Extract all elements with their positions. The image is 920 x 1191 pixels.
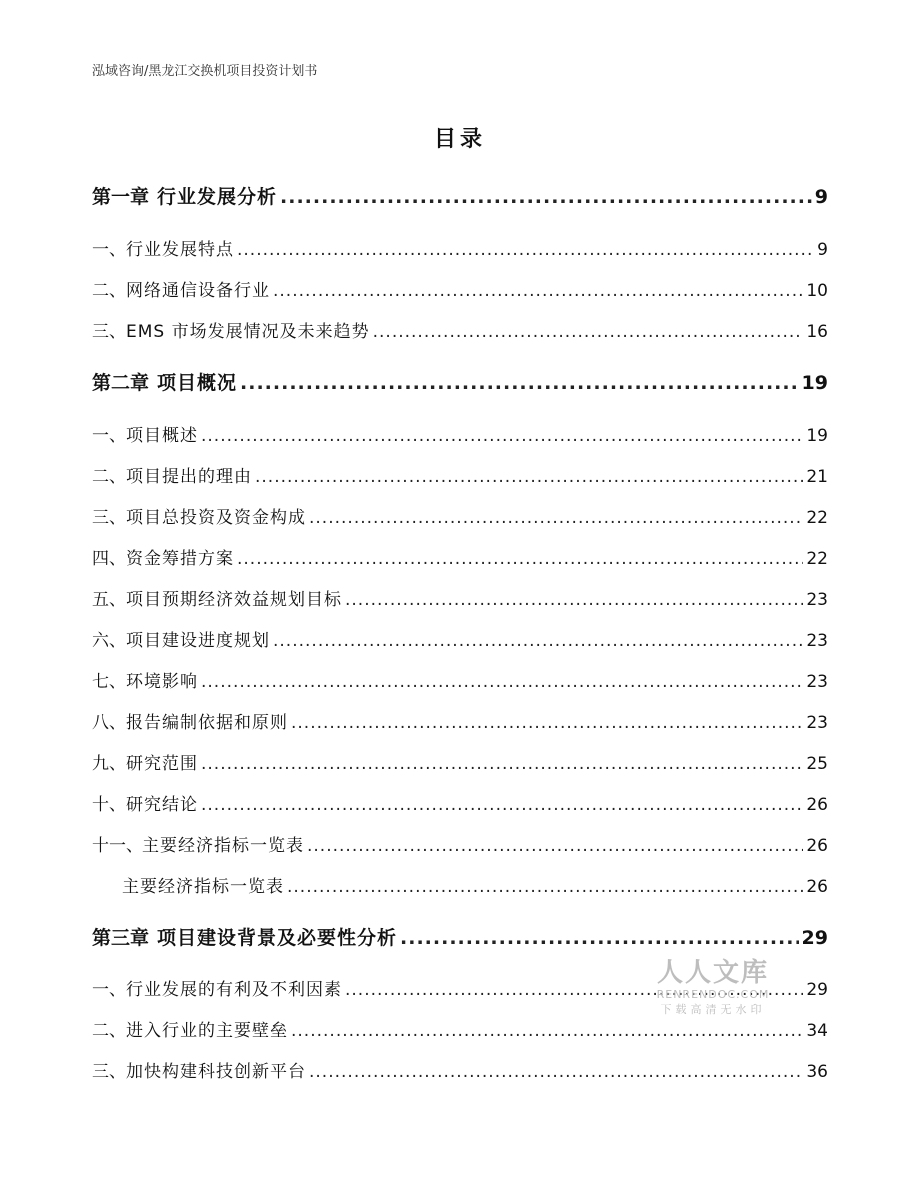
- chapter-number: 第二章: [92, 372, 150, 394]
- page-number: 25: [806, 754, 828, 774]
- section-title: 行业发展特点: [126, 240, 234, 260]
- section-title: 进入行业的主要壁垒: [126, 1021, 288, 1041]
- page-number: 10: [806, 281, 828, 301]
- section-title: 研究范围: [126, 754, 198, 774]
- toc-entry[interactable]: [92, 421, 828, 446]
- dot-leader: [309, 1062, 803, 1082]
- section-title: 研究结论: [126, 795, 198, 815]
- page-number: 23: [806, 631, 828, 651]
- page-number: 22: [806, 508, 828, 528]
- toc-entry[interactable]: [92, 544, 828, 569]
- section-number: 二、: [92, 1021, 126, 1041]
- dot-leader: [307, 836, 803, 856]
- dot-leader: [280, 186, 812, 208]
- page-number: 29: [801, 927, 828, 949]
- toc-entry[interactable]: [92, 790, 828, 815]
- dot-leader: [291, 713, 803, 733]
- dot-leader: [345, 590, 803, 610]
- section-number: 二、: [92, 281, 126, 301]
- section-number: 六、: [92, 631, 126, 651]
- section-title: 项目建设进度规划: [126, 631, 270, 651]
- section-title: 项目总投资及资金构成: [126, 508, 306, 528]
- watermark-logo-text: 人人文库: [656, 958, 769, 988]
- section-title: EMS 市场发展情况及未来趋势: [126, 322, 370, 342]
- section-title: 行业发展的有利及不利因素: [126, 980, 342, 1000]
- section-title: 资金筹措方案: [126, 549, 234, 569]
- dot-leader: [400, 927, 799, 949]
- page-number: 23: [806, 713, 828, 733]
- dot-leader: [291, 1021, 803, 1041]
- page-number: 36: [806, 1062, 828, 1082]
- chapter-title: 行业发展分析: [157, 186, 278, 208]
- section-number: 十、: [92, 795, 126, 815]
- section-number: 一、: [92, 980, 126, 1000]
- dot-leader: [201, 754, 803, 774]
- section-number: 四、: [92, 549, 126, 569]
- toc-entry[interactable]: [92, 462, 828, 487]
- section-title: 项目概述: [126, 426, 198, 446]
- toc-entry[interactable]: [92, 749, 828, 774]
- toc-entry[interactable]: [92, 872, 828, 897]
- page-number: 9: [814, 186, 828, 208]
- dot-leader: [345, 980, 803, 1000]
- page-number: 21: [806, 467, 828, 487]
- dot-leader: [201, 795, 803, 815]
- page-number: 26: [806, 795, 828, 815]
- toc-entry[interactable]: [92, 1016, 828, 1041]
- dot-leader: [237, 549, 803, 569]
- page-number: 26: [806, 877, 828, 897]
- watermark-url: RENRENDOC.COM: [656, 988, 770, 1001]
- page-number: 29: [806, 980, 828, 1000]
- toc-entry[interactable]: [92, 667, 828, 692]
- section-number: 七、: [92, 672, 126, 692]
- toc-entry[interactable]: [92, 276, 828, 301]
- section-number: 三、: [92, 322, 126, 342]
- page-number: 23: [806, 590, 828, 610]
- dot-leader: [240, 372, 799, 394]
- page-number: 22: [806, 549, 828, 569]
- page-number: 34: [806, 1021, 828, 1041]
- dot-leader: [309, 508, 803, 528]
- section-number: 八、: [92, 713, 126, 733]
- dot-leader: [255, 467, 803, 487]
- section-number: 五、: [92, 590, 126, 610]
- chapter-number: 第一章: [92, 186, 150, 208]
- running-header: 泓域咨询/黑龙江交换机项目投资计划书: [92, 64, 318, 79]
- toc-entry[interactable]: [92, 182, 828, 209]
- page-number: 23: [806, 672, 828, 692]
- dot-leader: [273, 631, 803, 651]
- page-number: 19: [801, 372, 828, 394]
- section-title: 主要经济指标一览表: [122, 877, 284, 897]
- toc-entry[interactable]: [92, 585, 828, 610]
- toc-entry[interactable]: [92, 503, 828, 528]
- watermark-subtitle: 下载高清无水印: [660, 1003, 766, 1016]
- toc-title: 目录: [433, 127, 486, 152]
- toc-entry[interactable]: [92, 975, 828, 1000]
- page-number: 16: [806, 322, 828, 342]
- page-number: 9: [817, 240, 828, 260]
- section-title: 主要经济指标一览表: [142, 836, 304, 856]
- toc-entry[interactable]: [92, 626, 828, 651]
- section-number: 三、: [92, 508, 126, 528]
- section-title: 报告编制依据和原则: [126, 713, 288, 733]
- toc-entry[interactable]: [92, 235, 828, 260]
- section-title: 环境影响: [126, 672, 198, 692]
- dot-leader: [237, 240, 814, 260]
- dot-leader: [287, 877, 803, 897]
- section-number: 三、: [92, 1062, 126, 1082]
- section-title: 项目提出的理由: [126, 467, 252, 487]
- section-number: 二、: [92, 467, 126, 487]
- toc-entry[interactable]: [92, 317, 828, 342]
- chapter-number: 第三章: [92, 927, 150, 949]
- toc-entry[interactable]: [92, 923, 828, 950]
- toc-entry[interactable]: [92, 368, 828, 395]
- section-title: 网络通信设备行业: [126, 281, 270, 301]
- section-number: 一、: [92, 426, 126, 446]
- toc-entry[interactable]: [92, 708, 828, 733]
- chapter-title: 项目建设背景及必要性分析: [157, 927, 398, 949]
- section-title: 加快构建科技创新平台: [126, 1062, 306, 1082]
- toc-entry[interactable]: [92, 831, 828, 856]
- dot-leader: [373, 322, 804, 342]
- toc-entry[interactable]: [92, 1057, 828, 1082]
- dot-leader: [273, 281, 803, 301]
- section-title: 项目预期经济效益规划目标: [126, 590, 342, 610]
- chapter-title: 项目概况: [157, 372, 238, 394]
- section-number: 十一、: [92, 836, 143, 856]
- dot-leader: [201, 426, 803, 446]
- page-number: 19: [806, 426, 828, 446]
- dot-leader: [201, 672, 803, 692]
- page-number: 26: [806, 836, 828, 856]
- section-number: 一、: [92, 240, 126, 260]
- section-number: 九、: [92, 754, 126, 774]
